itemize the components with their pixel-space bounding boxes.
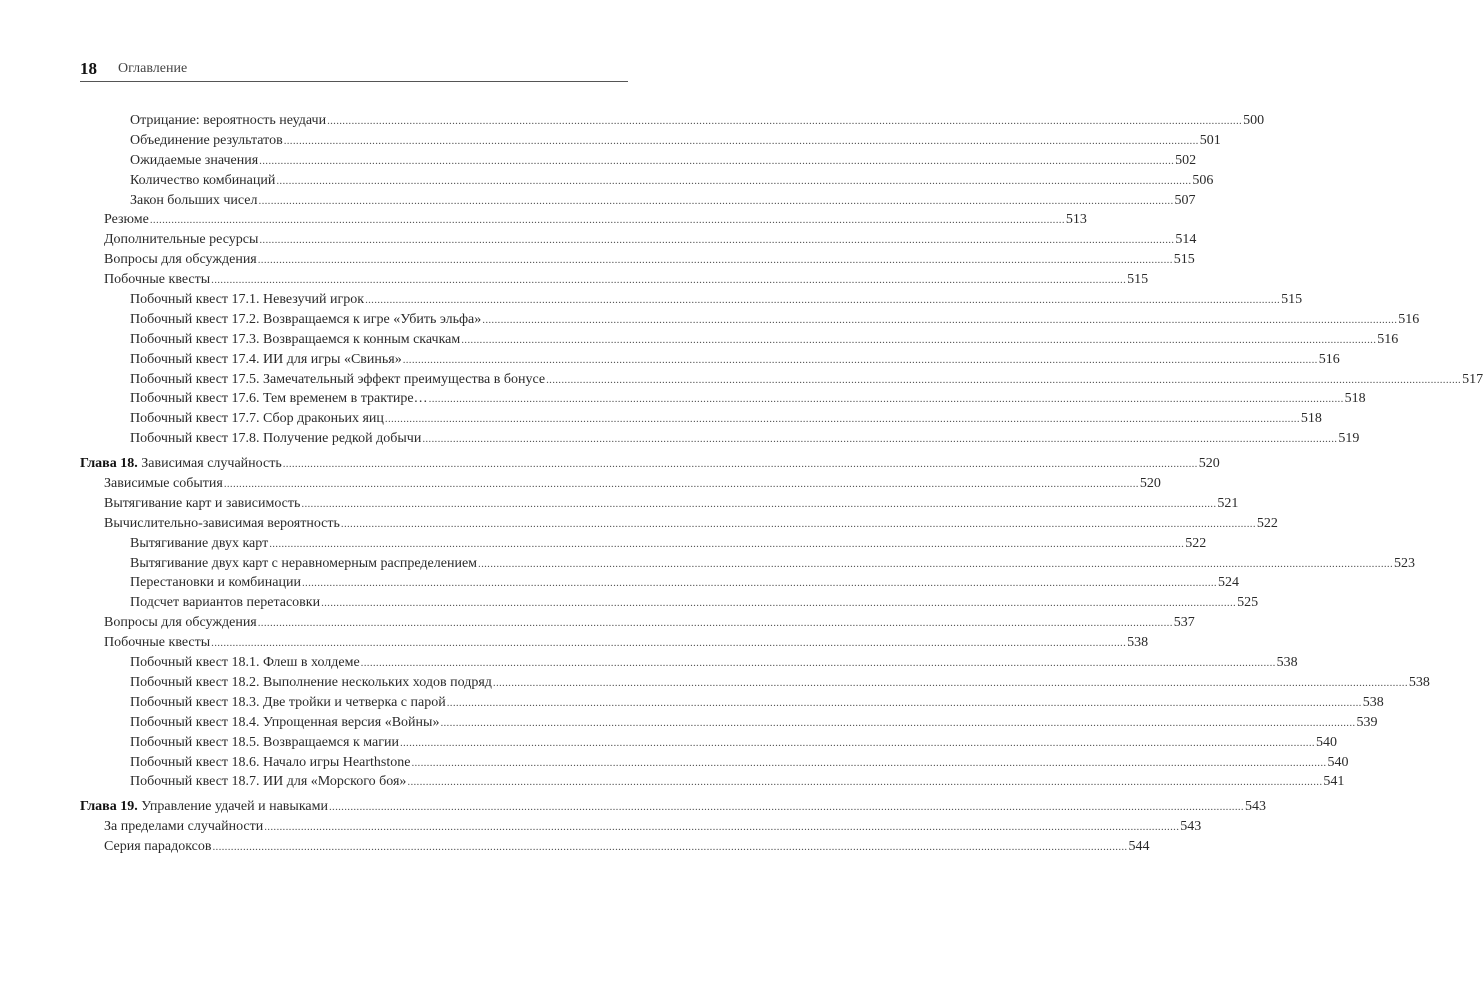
toc-entry-title [130,673,492,693]
toc-entry-title [104,817,263,837]
toc-page-number: 506 [1192,172,1214,188]
toc-entry[interactable] [80,753,1349,773]
toc-entry[interactable] [80,409,1322,429]
chapter-number: Глава 18. [80,456,138,472]
dot-leader: ............................................................................................................................................................................................................................................................................................................ [446,696,1362,709]
toc-entry-title [130,290,364,310]
toc-entry-title [130,573,301,593]
dot-leader: ............................................................................................................................................................................................................................................................................................................ [211,274,1127,287]
toc-page-number: 538 [1362,694,1384,710]
toc-entry-title [130,593,320,613]
entry-text: Побочный квест 18.1. Флеш в холдеме [130,655,360,671]
toc-page-number: 524 [1217,575,1239,591]
entry-text: Зависимая случайность [141,456,282,472]
toc-page-number: 540 [1315,734,1337,750]
dot-leader: ............................................................................................................................................................................................................................................................................................................ [269,537,1185,550]
toc-page-number: 515 [1127,272,1149,288]
toc-entry-title [104,250,257,270]
toc-entry-title [104,514,340,534]
toc-entry-title [130,389,428,409]
toc-page-number: 538 [1408,674,1430,690]
toc-entry-title [130,772,406,792]
toc-entry[interactable] [80,613,1195,633]
dot-leader: ............................................................................................................................................................................................................................................................................................................ [282,458,1198,471]
entry-text: За пределами случайности [104,819,264,835]
toc-entry[interactable] [80,111,1265,131]
entry-text: Ожидаемые значения [130,152,259,168]
toc-entry[interactable] [80,290,1303,310]
entry-text: Побочный квест 17.4. ИИ для игры «Свинья» [130,351,402,367]
entry-text: Побочный квест 18.7. ИИ для «Морского боя» [130,774,407,790]
entry-text: Дополнительные ресурсы [104,232,259,248]
toc-page-number: 522 [1256,515,1278,531]
toc-entry-title [130,713,439,733]
toc-entry-title [130,111,326,131]
toc-page-number: 520 [1198,456,1220,472]
entry-text: Серия парадоксов [104,839,212,855]
entry-text: Зависимые события [104,476,223,492]
toc-entry[interactable] [80,131,1221,151]
dot-leader: ............................................................................................................................................................................................................................................................................................................ [212,841,1128,854]
toc-page-number: 507 [1174,192,1196,208]
toc-entry[interactable] [80,151,1197,171]
toc-page-number: 501 [1199,132,1221,148]
entry-text: Побочные квесты [104,635,211,651]
entry-text: Побочный квест 17.2. Возвращаемся к игре «Убить эльфа» [130,311,482,327]
toc-entry-title [104,633,210,653]
toc-entry[interactable] [80,191,1196,211]
toc-entry-title [130,151,258,171]
dot-leader: ............................................................................................................................................................................................................................................................................................................ [259,154,1175,167]
entry-text: Побочный квест 18.4. Упрощенная версия «Войны» [130,714,440,730]
toc-entry[interactable] [80,633,1149,653]
toc-page-number: 518 [1300,411,1322,427]
dot-leader: ............................................................................................................................................................................................................................................................................................................ [461,333,1377,346]
toc-entry-title [104,613,257,633]
entry-text: Побочный квест 18.3. Две тройки и четверка с парой [130,694,446,710]
dot-leader: ............................................................................................................................................................................................................................................................................................................ [422,433,1338,446]
toc-entry-title [130,350,402,370]
toc-entry[interactable] [80,772,1345,792]
toc-page-number: 520 [1139,476,1161,492]
dot-leader: ............................................................................................................................................................................................................................................................................................................ [399,736,1315,749]
toc-entry[interactable] [80,250,1195,270]
entry-text: Управление удачей и навыками [141,799,328,815]
table-of-contents [80,111,1483,857]
toc-entry-title [104,494,300,514]
dot-leader: ............................................................................................................................................................................................................................................................................................................ [259,234,1175,247]
toc-chapter-entry[interactable] [80,797,1266,817]
entry-text: Побочный квест 17.8. Получение редкой добычи [130,431,422,447]
dot-leader: ............................................................................................................................................................................................................................................................................................................ [365,294,1281,307]
entry-text: Побочные квесты [104,272,211,288]
toc-entry-title [130,534,268,554]
toc-entry[interactable] [80,817,1202,837]
toc-entry-title [104,210,149,230]
entry-text: Подсчет вариантов перетасовки [130,595,321,611]
entry-text: Закон больших чисел [130,192,258,208]
entry-text: Перестановки и комбинации [130,575,301,591]
dot-leader: ............................................................................................................................................................................................................................................................................................................ [482,313,1398,326]
toc-entry[interactable] [80,713,1378,733]
dot-leader: ............................................................................................................................................................................................................................................................................................................ [407,776,1323,789]
dot-leader: ............................................................................................................................................................................................................................................................................................................ [440,716,1356,729]
toc-entry-title [130,310,481,330]
toc-entry-title [130,753,410,773]
page-number: 18 [80,59,97,78]
entry-text: Побочный квест 17.1. Невезучий игрок [130,292,365,308]
toc-entry[interactable] [80,171,1214,191]
toc-entry-title [130,370,545,390]
toc-entry[interactable] [80,330,1399,350]
toc-page-number: 537 [1173,615,1195,631]
toc-page-number: 543 [1244,799,1266,815]
toc-page-number: 513 [1065,212,1087,228]
toc-page-number: 519 [1338,431,1360,447]
toc-entry-title [80,454,282,474]
dot-leader: ............................................................................................................................................................................................................................................................................................................ [321,597,1237,610]
toc-entry[interactable] [80,270,1149,290]
toc-chapter-entry[interactable] [80,454,1220,474]
toc-page-number: 525 [1237,595,1259,611]
dot-leader: ............................................................................................................................................................................................................................................................................................................ [257,617,1173,630]
running-title: Оглавление [118,61,188,76]
toc-entry[interactable] [80,554,1416,574]
toc-page-number: 515 [1173,252,1195,268]
toc-entry[interactable] [80,673,1430,693]
toc-entry-title [104,837,211,857]
entry-text: Побочный квест 17.6. Тем временем в трактире… [130,391,428,407]
toc-page-number: 522 [1185,535,1207,551]
toc-page-number: 515 [1281,292,1303,308]
toc-entry-title [130,409,384,429]
toc-page-number: 517 [1462,371,1483,387]
toc-page-number: 516 [1377,331,1399,347]
toc-entry[interactable] [80,389,1366,409]
dot-leader: ............................................................................................................................................................................................................................................................................................................ [257,254,1173,267]
dot-leader: ............................................................................................................................................................................................................................................................................................................ [492,676,1408,689]
dot-leader: ............................................................................................................................................................................................................................................................................................................ [384,413,1300,426]
dot-leader: ............................................................................................................................................................................................................................................................................................................ [301,497,1217,510]
entry-text: Побочный квест 18.5. Возвращаемся к магии [130,734,399,750]
entry-text: Побочный квест 18.6. Начало игры Hearthstone [130,754,411,770]
toc-page-number: 543 [1180,819,1202,835]
toc-entry[interactable] [80,593,1259,613]
toc-entry[interactable] [80,370,1483,390]
toc-entry[interactable] [80,514,1278,534]
toc-entry-title [104,474,223,494]
toc-entry[interactable] [80,429,1360,449]
toc-entry[interactable] [80,653,1298,673]
toc-entry-title [130,429,421,449]
dot-leader: ............................................................................................................................................................................................................................................................................................................ [223,478,1139,491]
toc-page-number: 518 [1344,391,1366,407]
toc-entry[interactable] [80,534,1207,554]
toc-entry-title [80,797,328,817]
toc-page-number: 541 [1323,774,1345,790]
toc-page-number: 500 [1243,113,1265,128]
toc-entry[interactable] [80,693,1384,713]
dot-leader: ............................................................................................................................................................................................................................................................................................................ [402,353,1318,366]
toc-entry[interactable] [80,474,1161,494]
entry-text: Количество комбинаций [130,172,276,188]
toc-entry-title [130,693,446,713]
running-header [80,59,628,82]
toc-entry-title [130,131,283,151]
entry-text: Отрицание: вероятность неудачи [130,113,327,128]
toc-page-number: 544 [1128,839,1150,855]
entry-text: Побочный квест 17.7. Сбор драконьих яиц [130,411,384,427]
dot-leader: ............................................................................................................................................................................................................................................................................................................ [340,517,1256,530]
toc-entry[interactable] [80,733,1337,753]
toc-entry-title [130,171,275,191]
toc-entry[interactable] [80,210,1087,230]
toc-entry-title [130,330,460,350]
dot-leader: ............................................................................................................................................................................................................................................................................................................ [258,194,1174,207]
chapter-number: Глава 19. [80,799,138,815]
toc-entry[interactable] [80,573,1239,593]
dot-leader: ............................................................................................................................................................................................................................................................................................................ [360,657,1276,670]
dot-leader: ............................................................................................................................................................................................................................................................................................................ [546,373,1462,386]
toc-page-number: 516 [1398,311,1420,327]
entry-text: Объединение результатов [130,132,283,148]
dot-leader: ............................................................................................................................................................................................................................................................................................................ [328,801,1244,814]
toc-entry-title [130,653,360,673]
dot-leader: ............................................................................................................................................................................................................................................................................................................ [327,115,1243,127]
entry-text: Вытягивание карт и зависимость [104,495,301,511]
entry-text: Вытягивание двух карт с неравномерным распределением [130,555,478,571]
dot-leader: ............................................................................................................................................................................................................................................................................................................ [301,577,1217,590]
toc-entry[interactable] [80,837,1150,857]
entry-text: Вытягивание двух карт [130,535,269,551]
dot-leader: ............................................................................................................................................................................................................................................................................................................ [428,393,1344,406]
toc-entry-title [104,270,210,290]
toc-page-number: 540 [1327,754,1349,770]
entry-text: Вопросы для обсуждения [104,252,257,268]
toc-page-number: 521 [1217,495,1239,511]
dot-leader: ............................................................................................................................................................................................................................................................................................................ [283,134,1199,147]
toc-page-number: 516 [1318,351,1340,367]
toc-entry-title [130,733,399,753]
entry-text: Вычислительно-зависимая вероятность [104,515,340,531]
entry-text: Побочный квест 17.3. Возвращаемся к конным скачкам [130,331,461,347]
entry-text: Резюме [104,212,149,228]
toc-page-number: 538 [1276,655,1298,671]
toc-entry[interactable] [80,350,1340,370]
toc-entry[interactable] [80,230,1197,250]
toc-entry[interactable] [80,310,1420,330]
toc-page-number: 539 [1356,714,1378,730]
entry-text: Побочный квест 18.2. Выполнение нескольких ходов подряд [130,674,492,690]
entry-text: Вопросы для обсуждения [104,615,257,631]
dot-leader: ............................................................................................................................................................................................................................................................................................................ [478,557,1394,570]
toc-page-number: 502 [1175,152,1197,168]
dot-leader: ............................................................................................................................................................................................................................................................................................................ [264,821,1180,834]
toc-page-number: 514 [1175,232,1197,248]
toc-entry[interactable] [80,494,1239,514]
entry-text: Побочный квест 17.5. Замечательный эффект преимущества в бонусе [130,371,546,387]
toc-page-number: 538 [1127,635,1149,651]
dot-leader: ............................................................................................................................................................................................................................................................................................................ [411,756,1327,769]
toc-entry-title [104,230,258,250]
dot-leader: ............................................................................................................................................................................................................................................................................................................ [211,637,1127,650]
toc-entry-title [130,554,477,574]
toc-entry-title [130,191,258,211]
dot-leader: ............................................................................................................................................................................................................................................................................................................ [149,214,1065,227]
dot-leader: ............................................................................................................................................................................................................................................................................................................ [276,174,1192,187]
toc-page-number: 523 [1394,555,1416,571]
